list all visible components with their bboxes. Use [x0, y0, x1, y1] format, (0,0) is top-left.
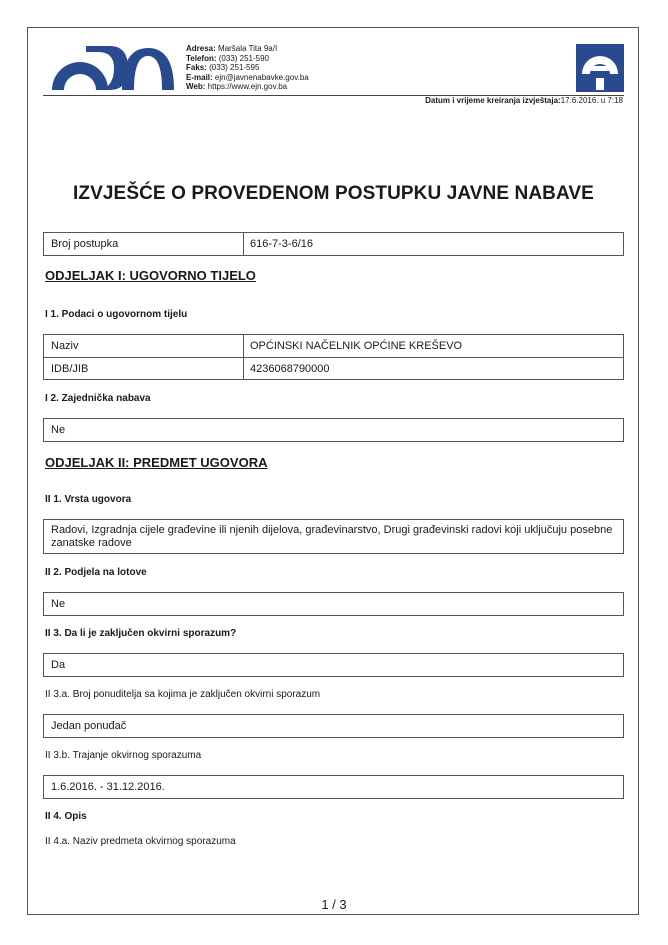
ejn-logo [50, 44, 175, 90]
ii3a-value-box: Jedan ponuđač [43, 714, 624, 738]
e-logo-icon [576, 44, 624, 92]
ii3-heading: II 3. Da li je zaključen okvirni sporazum? [45, 628, 237, 639]
ii3b-label: II 3.b. Trajanje okvirnog sporazuma [45, 750, 202, 761]
section-1-heading: ODJELJAK I: UGOVORNO TIJELO [45, 268, 256, 283]
ii3b-value-box: 1.6.2016. - 31.12.2016. [43, 775, 624, 799]
procedure-number-row: Broj postupka 616-7-3-6/16 [43, 232, 624, 256]
ii4a-label: II 4.a. Naziv predmeta okvirnog sporazuma [45, 836, 236, 847]
ii4-heading: II 4. Opis [45, 811, 87, 822]
page-title: IZVJEŠĆE O PROVEDENOM POSTUPKU JAVNE NABAVE [73, 183, 594, 204]
ii3a-label: II 3.a. Broj ponuditelja sa kojima je zaključen okvirni sporazum [45, 689, 321, 700]
ii1-heading: II 1. Vrsta ugovora [45, 494, 132, 505]
phone-value: (033) 251-590 [218, 53, 270, 63]
contact-info: Adresa: Maršala Tita 9a/I Telefon: (033) 251-590 Faks: (033) 251-595 E-mail: ejn@javnenabavke.gov.ba Web: https://www.ejn.gov.ba [186, 44, 309, 91]
ii2-heading: II 2. Podjela na lotove [45, 567, 147, 578]
idb-row: IDB/JIB 4236068790000 [43, 357, 624, 380]
fax-value: (033) 251-595 [209, 63, 260, 72]
web-value: https://www.ejn.gov.ba [207, 82, 288, 91]
page-number: 1 / 3 [321, 897, 347, 912]
email-value: ejn@javnenabavke.gov.ba [214, 72, 309, 82]
procedure-number-value: 616-7-3-6/16 [250, 238, 313, 250]
address-value: Maršala Tita 9a/I [218, 44, 278, 53]
ii2-value-box: Ne [43, 592, 624, 616]
naziv-value: OPĆINSKI NAČELNIK OPĆINE KREŠEVO [250, 340, 463, 352]
idb-value: 4236068790000 [250, 362, 330, 375]
section-2-heading: ODJELJAK II: PREDMET UGOVORA [45, 455, 268, 470]
report-datetime: Datum i vrijeme kreiranja izvještaja:17.6.2016. u 7:18 [425, 96, 623, 105]
i1-heading: I 1. Podaci o ugovornom tijelu [45, 309, 188, 320]
ii3-value-box: Da [43, 653, 624, 677]
naziv-row: Naziv OPĆINSKI NAČELNIK OPĆINE KREŠEVO [43, 334, 624, 358]
i2-value-box: Ne [43, 418, 624, 442]
i2-heading: I 2. Zajednička nabava [45, 393, 151, 404]
ii1-value-box: Radovi, Izgradnja cijele građevine ili njenih dijelova, građevinarstvo, Drugi građevinski radovi koji uključuju posebne zanatske radove [43, 519, 624, 554]
